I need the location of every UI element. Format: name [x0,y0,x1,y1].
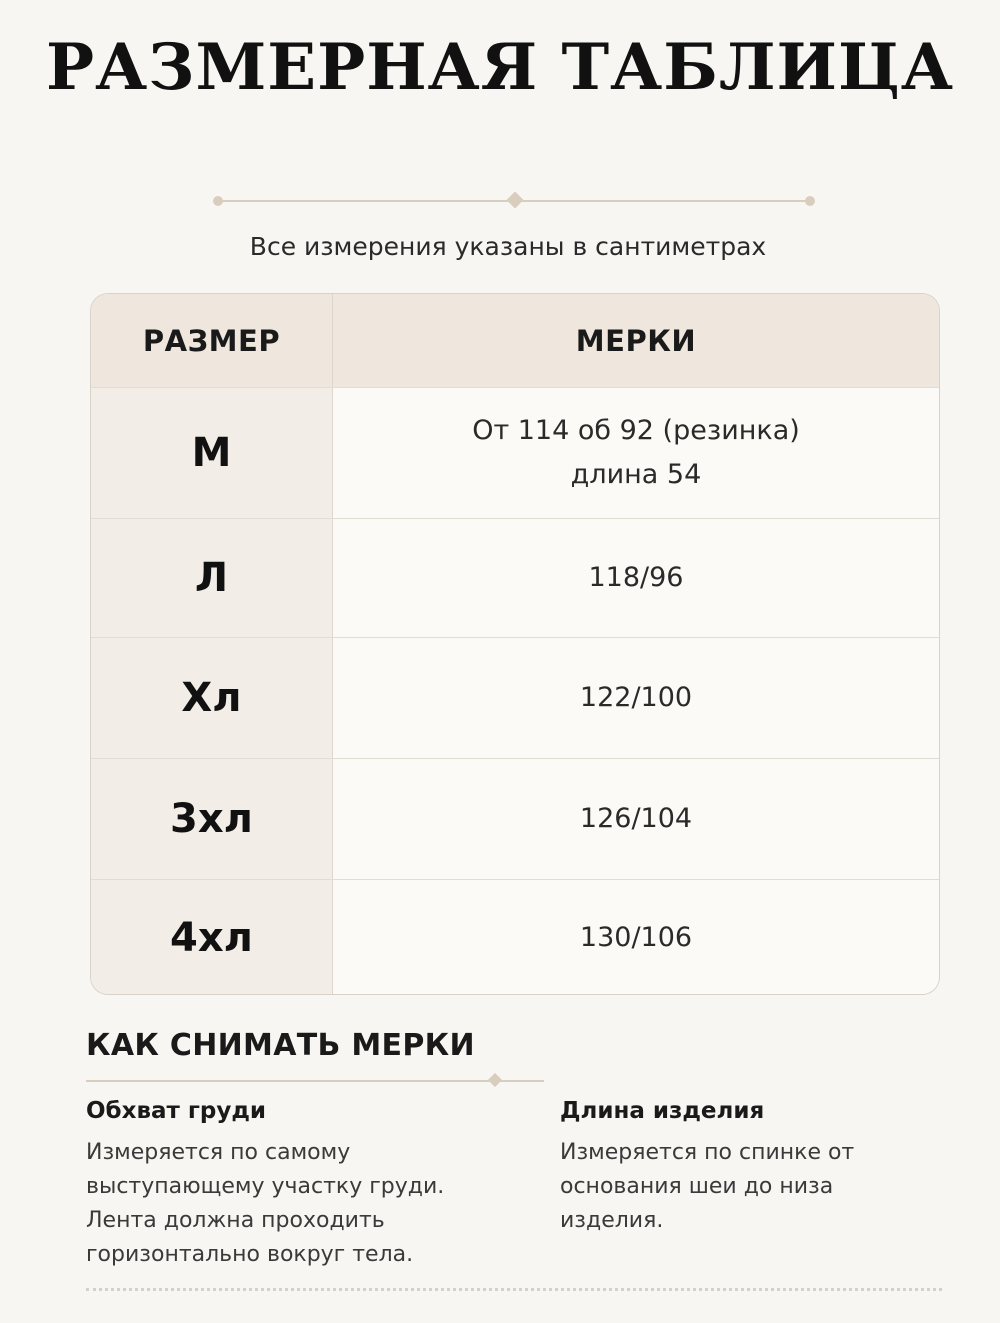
section-divider [86,1076,544,1086]
length-text: Измеряется по спинке от основания шеи до низа изделия. [560,1140,855,1233]
measurement-value: 118/96 [588,562,684,593]
table-row [91,759,939,880]
chest-instructions [86,1094,506,1272]
table-row [91,388,939,519]
measurement-value: От 114 об 92 (резинка) [472,415,800,446]
dot-icon [805,196,815,206]
size-label: Хл [181,675,242,721]
measurement-value: 122/100 [579,682,693,713]
measurement-value: 130/106 [579,922,693,953]
measurement-length: длина 54 [570,459,702,490]
size-label: М [191,430,232,476]
table-row [91,880,939,995]
size-label: 4хл [170,915,253,961]
page-title: РАЗМЕРНАЯ ТАБЛИЦА [46,30,954,105]
diamond-icon [507,192,524,209]
table-row [91,638,939,759]
size-label: Л [194,555,229,601]
size-label: 3хл [170,796,253,842]
chest-title: Обхват груди [86,1098,267,1124]
length-instructions [560,1094,940,1238]
header-measurements: МЕРКИ [333,294,939,387]
length-title: Длина изделия [560,1098,765,1124]
header-size: РАЗМЕР [91,294,333,387]
chest-text: Измеряется по самому выступающему участку груди. Лента должна проходить горизонтально вокруг тела. [86,1140,445,1267]
measurement-value: 126/104 [579,803,693,834]
size-table [90,293,940,995]
table-header-row [91,294,939,388]
dot-icon [213,196,223,206]
table-row [91,519,939,638]
dotted-divider [86,1288,942,1291]
ornament-divider [218,196,810,206]
diamond-icon [488,1073,502,1087]
units-note: Все измерения указаны в сантиметрах [249,232,767,261]
howto-heading: КАК СНИМАТЬ МЕРКИ [86,1028,475,1063]
